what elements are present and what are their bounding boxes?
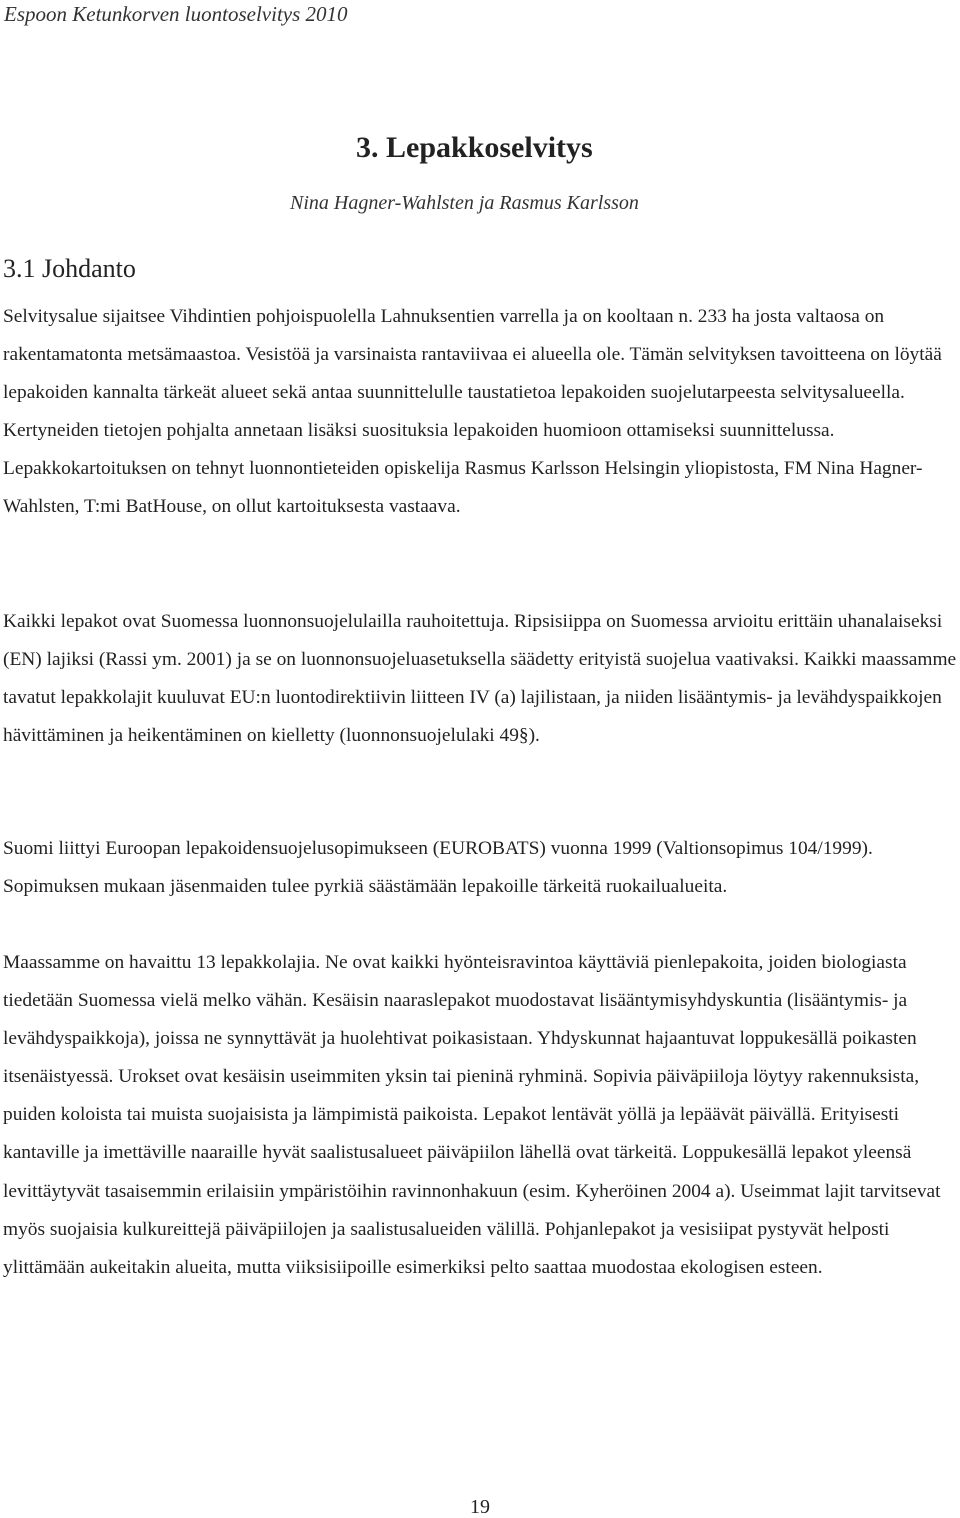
page-number: 19 — [470, 1496, 490, 1518]
body-paragraph: Suomi liittyi Euroopan lepakoidensuojelusopimukseen (EUROBATS) vuonna 1999 (Valtionsopimus 104/1999). Sopimuksen mukaan jäsenmaiden tulee pyrkiä säästämään lepakoille tärkeitä ruokailualueita. — [3, 838, 873, 898]
chapter-title: 3. Lepakkoselvitys — [356, 131, 593, 164]
running-header: Espoon Ketunkorven luontoselvitys 2010 — [4, 2, 348, 26]
body-paragraph: Selvitysalue sijaitsee Vihdintien pohjoispuolella Lahnuksentien varrella ja on kooltaan n. 233 ha josta valtaosa on rakentamatonta metsämaastoa. Vesistöä ja varsinaista rantaviivaa ei alueella ole. Tämän selvityksen tavoitteena on löytää lepakoiden kannalta tärkeät alueet sekä antaa suunnittelulle taustatietoa lepakoiden suojelutarpeesta selvitysalueella. Kertyneiden tietojen pohjalta annetaan lisäksi suosituksia lepakoiden huomioon ottamiseksi suunnittelussa. Lepakkokartoituksen on tehnyt luonnontieteiden opiskelija Rasmus Karlsson Helsingin yliopistosta, FM Nina Hagner-Wahlsten, T:mi BatHouse, on ollut kartoituksesta vastaava. — [3, 306, 942, 518]
section-heading: 3.1 Johdanto — [3, 254, 136, 283]
chapter-authors: Nina Hagner-Wahlsten ja Rasmus Karlsson — [290, 192, 639, 214]
body-paragraph: Maassamme on havaittu 13 lepakkolajia. Ne ovat kaikki hyönteisravintoa käyttäviä pienlepakoita, joiden biologiasta tiedetään Suomessa vielä melko vähän. Kesäisin naaraslepakot muodostavat lisääntymisyhdyskuntia (lisääntymis- ja levähdyspaikkoja), joissa ne synnyttävät ja huolehtivat poikasistaan. Yhdyskunnat hajaantuvat loppukesällä poikasten itsenäistyessä. Urokset ovat kesäisin useimmiten yksin tai pieninä ryhminä. Sopivia päiväpiiloja löytyy rakennuksista, puiden koloista tai muista suojaisista ja lämpimistä paikoista. Lepakot lentävät yöllä ja lepäävät päivällä. Erityisesti kantaville ja imettäville naaraille hyvät saalistusalueet päiväpiilon lähellä ovat tärkeitä. Loppukesällä lepakot yleensä levittäytyvät tasaisemmin erilaisiin ympäristöihin ravinnonhakuun (esim. Kyheröinen 2004 a). Useimmat lajit tarvitsevat myös suojaisia kulkureittejä päiväpiilojen ja saalistusalueiden välillä. Pohjanlepakot ja vesisiipat pystyvät helposti ylittämään aukeitakin alueita, mutta viiksisiipoille esimerkiksi pelto saattaa muodostaa ekologisen esteen. — [3, 952, 941, 1278]
body-paragraph: Kaikki lepakot ovat Suomessa luonnonsuojelulailla rauhoitettuja. Ripsisiippa on Suomessa arvioitu erittäin uhanalaiseksi (EN) lajiksi (Rassi ym. 2001) ja se on luonnonsuojeluasetuksella säädetty erityistä suojelua vaativaksi. Kaikki maassamme tavatut lepakkolajit kuuluvat EU:n luontodirektiivin liitteen IV (a) lajilistaan, ja niiden lisääntymis- ja levähdyspaikkojen hävittäminen ja heikentäminen on kielletty (luonnonsuojelulaki 49§). — [3, 611, 957, 747]
